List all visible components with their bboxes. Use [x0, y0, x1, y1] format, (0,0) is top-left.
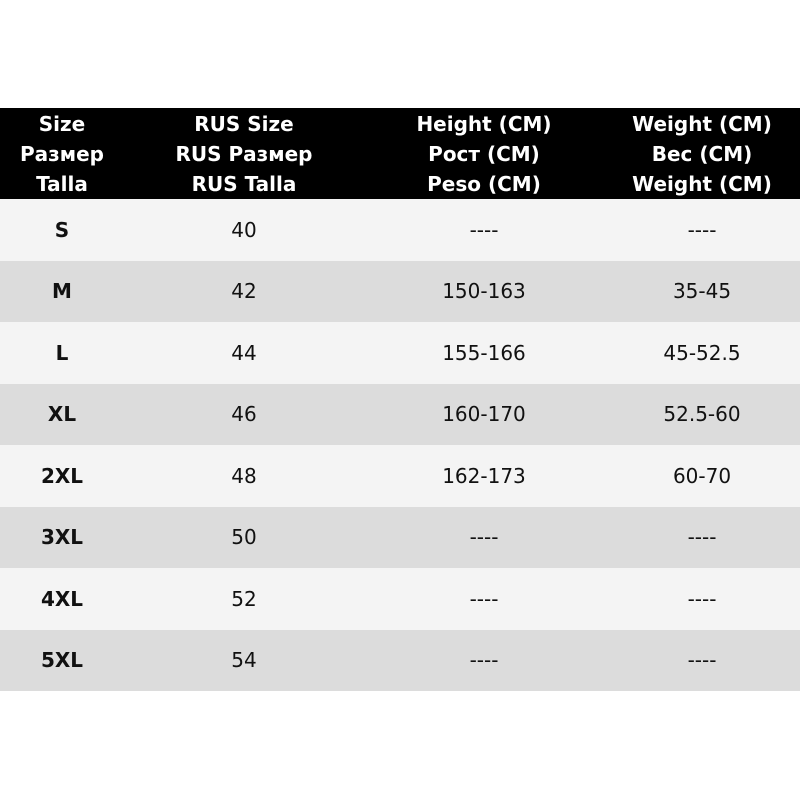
header-weight [604, 108, 800, 199]
header-size [0, 108, 124, 199]
height-cell: ---- [364, 199, 604, 261]
header-size-line: Talla [36, 171, 88, 196]
size-cell: L [0, 322, 124, 384]
size-cell: 3XL [0, 507, 124, 569]
header-rus-size [124, 108, 364, 199]
rus-size-cell: 54 [124, 630, 364, 692]
header-weight-line: Weight (CM) [632, 111, 772, 136]
height-cell: ---- [364, 568, 604, 630]
weight-cell: ---- [604, 630, 800, 692]
size-cell: S [0, 199, 124, 261]
header-weight-line: Weight (CM) [632, 171, 772, 196]
rus-size-cell: 52 [124, 568, 364, 630]
header-height-line: Height (CM) [416, 111, 552, 136]
size-cell: 2XL [0, 445, 124, 507]
size-cell: 5XL [0, 630, 124, 692]
header-size-line: Size [38, 111, 86, 136]
height-cell: 160-170 [364, 384, 604, 446]
header-rus-size-line: RUS Size [194, 111, 294, 136]
size-chart-table [0, 108, 800, 691]
weight-cell: ---- [604, 199, 800, 261]
header-size-line: Размер [19, 141, 104, 166]
rus-size-cell: 44 [124, 322, 364, 384]
height-cell: ---- [364, 507, 604, 569]
rus-size-cell: 40 [124, 199, 364, 261]
header-rus-size-line: RUS Размер [175, 141, 313, 166]
header-height [364, 108, 604, 199]
weight-cell: 45-52.5 [604, 322, 800, 384]
weight-cell: 35-45 [604, 261, 800, 323]
weight-cell: 52.5-60 [604, 384, 800, 446]
size-cell: XL [0, 384, 124, 446]
rus-size-cell: 46 [124, 384, 364, 446]
weight-cell: ---- [604, 568, 800, 630]
header-weight-line: Вес (CM) [651, 141, 753, 166]
header-rus-size-line: RUS Talla [191, 171, 297, 196]
header-height-line: Рост (CM) [428, 141, 540, 166]
height-cell: ---- [364, 630, 604, 692]
rus-size-cell: 50 [124, 507, 364, 569]
rus-size-cell: 48 [124, 445, 364, 507]
header-height-line: Peso (CM) [427, 171, 541, 196]
weight-cell: 60-70 [604, 445, 800, 507]
weight-cell: ---- [604, 507, 800, 569]
size-cell: M [0, 261, 124, 323]
rus-size-cell: 42 [124, 261, 364, 323]
height-cell: 155-166 [364, 322, 604, 384]
height-cell: 150-163 [364, 261, 604, 323]
size-cell: 4XL [0, 568, 124, 630]
height-cell: 162-173 [364, 445, 604, 507]
